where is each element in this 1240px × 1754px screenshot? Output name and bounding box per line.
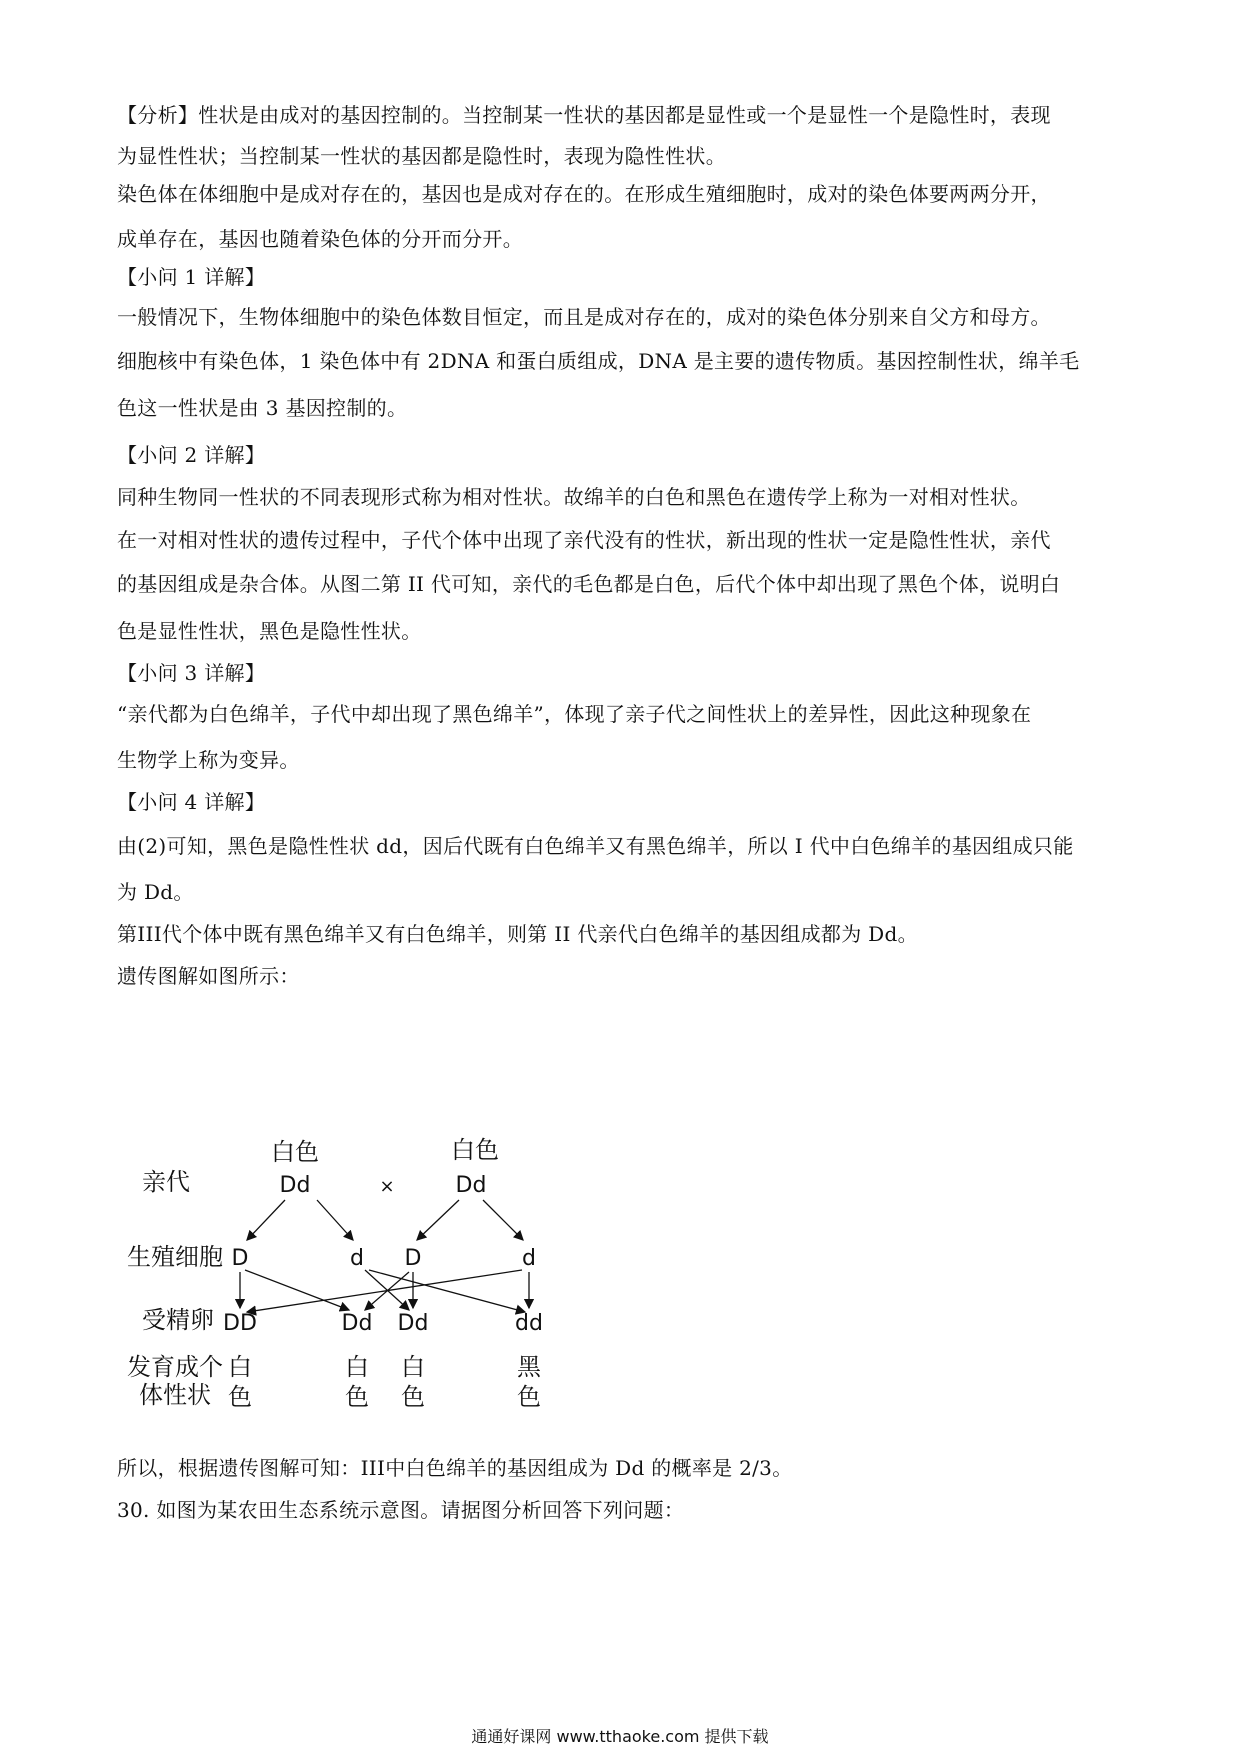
trait-3-line2: 色 bbox=[401, 1383, 425, 1411]
gamete-4: d bbox=[522, 1246, 536, 1271]
parent-left-color: 白色 bbox=[271, 1138, 319, 1166]
page-footer: 通通好课网 www.tthaoke.com 提供下载 bbox=[471, 1727, 769, 1746]
paragraph-q4-line3: 第III代个体中既有黑色绵羊又有白色绵羊，则第 II 代亲代白色绵羊的基因组成都为 Dd。 bbox=[117, 922, 918, 946]
arrow-parent-right-to-gamete-4 bbox=[483, 1200, 523, 1240]
trait-4-line2: 色 bbox=[517, 1383, 541, 1411]
parent-right-color: 白色 bbox=[451, 1136, 499, 1164]
gamete-3: D bbox=[404, 1246, 422, 1271]
paragraph-q2-line4: 色是显性性状，黑色是隐性性状。 bbox=[117, 619, 422, 643]
row-label-zygotes: 受精卵 bbox=[142, 1306, 214, 1334]
arrow-g4-to-DD bbox=[247, 1270, 522, 1312]
trait-2-line1: 白 bbox=[345, 1353, 369, 1381]
zygote-4: dd bbox=[515, 1311, 543, 1336]
cross-symbol: × bbox=[379, 1176, 395, 1197]
trait-2-line2: 色 bbox=[345, 1383, 369, 1411]
parent-left-genotype: Dd bbox=[279, 1173, 311, 1198]
question-30: 30. 如图为某农田生态系统示意图。请据图分析回答下列问题： bbox=[117, 1498, 685, 1522]
paragraph-q2-line2: 在一对相对性状的遗传过程中，子代个体中出现了亲代没有的性状，新出现的性状一定是隐性性状，亲代 bbox=[117, 528, 1051, 552]
paragraph-chromosome-line1: 染色体在体细胞中是成对存在的，基因也是成对存在的。在形成生殖细胞时，成对的染色体要两两分开， bbox=[117, 182, 1051, 206]
paragraph-q4-line1: 由(2)可知，黑色是隐性性状 dd，因后代既有白色绵羊又有黑色绵羊，所以 I 代中白色绵羊的基因组成只能 bbox=[117, 834, 1074, 858]
trait-3-line1: 白 bbox=[401, 1353, 425, 1381]
paragraph-q3-line1: “亲代都为白色绵羊，子代中却出现了黑色绵羊”，体现了亲子代之间性状上的差异性，因此这种现象在 bbox=[117, 702, 1032, 726]
arrow-parent-left-to-gamete-1 bbox=[247, 1200, 285, 1240]
paragraph-q4-line4: 遗传图解如图所示： bbox=[117, 964, 300, 988]
parent-right-genotype: Dd bbox=[455, 1173, 487, 1198]
paragraph-chromosome-line2: 成单存在，基因也随着染色体的分开而分开。 bbox=[117, 227, 523, 251]
paragraph-q2-line1: 同种生物同一性状的不同表现形式称为相对性状。故绵羊的白色和黑色在遗传学上称为一对相对性状。 bbox=[117, 485, 1031, 509]
zygote-1: DD bbox=[223, 1311, 257, 1336]
zygote-2: Dd bbox=[341, 1311, 373, 1336]
heading-q2: 【小问 2 详解】 bbox=[117, 443, 266, 467]
paragraph-conclusion: 所以，根据遗传图解可知：III中白色绵羊的基因组成为 Dd 的概率是 2/3。 bbox=[117, 1456, 793, 1480]
heading-q4: 【小问 4 详解】 bbox=[117, 790, 266, 814]
paragraph-analysis-line2: 为显性性状；当控制某一性状的基因都是隐性时，表现为隐性性状。 bbox=[117, 144, 726, 168]
trait-4-line1: 黑 bbox=[517, 1353, 541, 1381]
gamete-1: D bbox=[231, 1246, 249, 1271]
paragraph-analysis-line1: 【分析】性状是由成对的基因控制的。当控制某一性状的基因都是显性或一个是显性一个是隐性时，表现 bbox=[117, 103, 1051, 127]
row-label-trait-line2: 体性状 bbox=[139, 1381, 211, 1409]
paragraph-q1-line3: 色这一性状是由 3 基因控制的。 bbox=[117, 396, 408, 420]
paragraph-q1-line2: 细胞核中有染色体，1 染色体中有 2DNA 和蛋白质组成，DNA 是主要的遗传物质。基因控制性状，绵羊毛 bbox=[117, 349, 1080, 373]
paragraph-q2-line3: 的基因组成是杂合体。从图二第 II 代可知，亲代的毛色都是白色，后代个体中却出现了黑色个体，说明白 bbox=[117, 572, 1061, 596]
arrow-parent-right-to-gamete-3 bbox=[417, 1200, 459, 1240]
row-label-parents: 亲代 bbox=[142, 1168, 190, 1196]
gamete-2: d bbox=[350, 1246, 364, 1271]
heading-q1: 【小问 1 详解】 bbox=[117, 265, 266, 289]
arrow-g2-to-dd bbox=[369, 1270, 525, 1312]
row-label-trait-line1: 发育成个 bbox=[127, 1353, 223, 1381]
paragraph-q3-line2: 生物学上称为变异。 bbox=[117, 748, 300, 772]
paragraph-q1-line1: 一般情况下，生物体细胞中的染色体数目恒定，而且是成对存在的，成对的染色体分别来自父方和母方。 bbox=[117, 305, 1051, 329]
genetic-cross-diagram bbox=[117, 1130, 637, 1430]
heading-q3: 【小问 3 详解】 bbox=[117, 661, 266, 685]
zygote-3: Dd bbox=[397, 1311, 429, 1336]
row-label-gametes: 生殖细胞 bbox=[127, 1243, 223, 1271]
arrow-parent-left-to-gamete-2 bbox=[317, 1200, 353, 1240]
trait-1-line2: 色 bbox=[228, 1383, 252, 1411]
paragraph-q4-line2: 为 Dd。 bbox=[117, 880, 194, 904]
trait-1-line1: 白 bbox=[228, 1353, 252, 1381]
